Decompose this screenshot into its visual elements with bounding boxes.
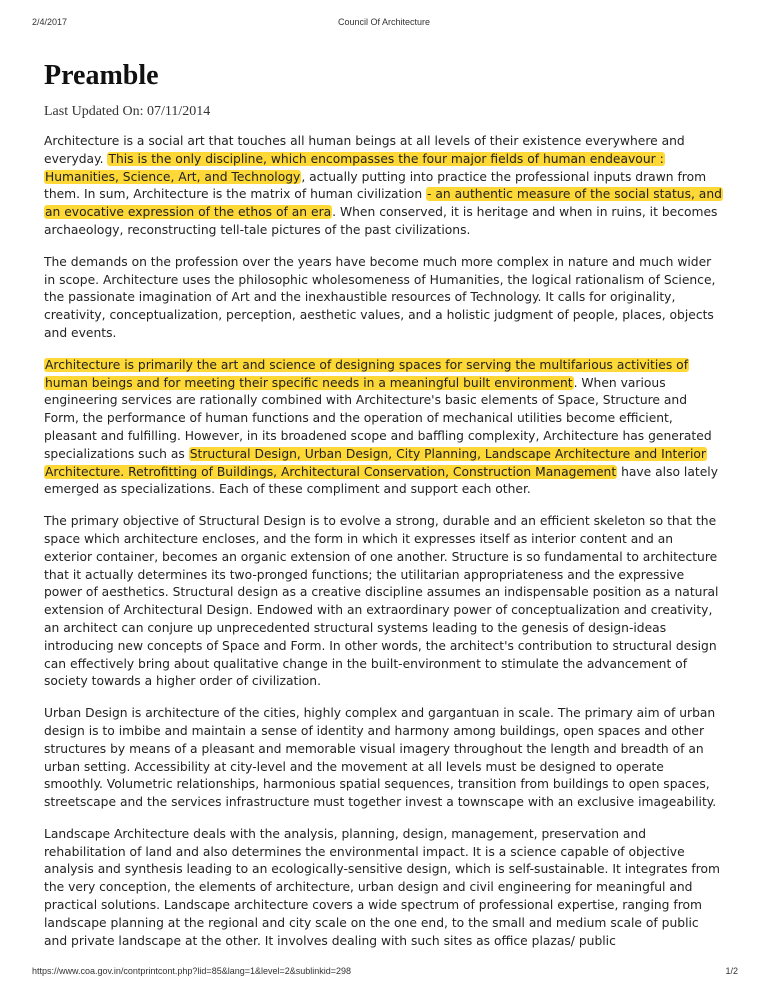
text-run: have also lately emerged as specializations. Each of these compliment and support each other. [44,464,718,497]
page-number: 1/2 [725,966,738,976]
paragraph-structural-design: The primary objective of Structural Design is to evolve a strong, durable and an efficient skeleton so that the space which architecture encloses, and the form in which it expresses itself as interior content and an exterior container, becomes an organic extension of one another. Structure is so fundamental to architecture that it actually determines its two-pronged functions; the utilitarian appropriateness and the expressive power of aesthetics. Structural design as a creative discipline assumes an indispensable position as a natural extension of Architectural Design. Endowed with an extraordinary power of conceptualization and creativity, an architect can conjure up unprecedented structural systems leading to the genesis of design-ideas introducing new concepts of Space and Form. In other words, the architect's contribution to structural design can effectively bring about qualitative change in the built-environment to stimulate the advancement of society towards a higher order of civilization. [44,514,719,689]
highlight: - an authentic measure of the social status, and an evocative expression of the ethos of an era [45,187,722,220]
last-updated: Last Updated On: 07/11/2014 [44,104,211,119]
document-body [44,133,722,950]
paragraph-demands: The demands on the profession over the years have become much more complex in nature and much wider in scope. Architecture uses the philosophic wholesomeness of Humanities, the logical rationalism of Science, the passionate imagination of Art and the inexhaustible resources of Technology. It calls for originality, creativity, conceptualization, perception, aesthetic values, and a holistic judgment of people, places, objects and events. [44,254,716,340]
page-title: Preamble [44,60,159,91]
highlight: Structural Design, Urban Design, City Planning, Landscape Architecture and Interior Architecture. Retrofitting of Buildings, Architectural Conservation, Construction Management [45,446,706,479]
print-date: 2/4/2017 [32,17,68,27]
highlight: Architecture is primarily the art and science of designing spaces for serving the multifarious activities of human beings and for meeting their specific needs in a meaningful built environment [45,357,689,390]
paragraph-intro [44,133,722,240]
print-footer [0,966,768,978]
highlight: This is the only discipline, which encompasses the four major fields of human endeavour : Humanities, Science, Art, and Technology [45,151,664,184]
document-content [44,58,722,964]
text-run: . When conserved, it is heritage and when in ruins, it becomes archaeology, reconstructing tell-tale pictures of the past civilizations. [44,205,718,237]
print-url: https://www.coa.gov.in/contprintcont.php?lid=85&lang=1&level=2&sublinkid=298 [32,966,352,976]
print-header [0,17,768,29]
text-run: Architecture is a social art that touches all human beings at all levels of their existence everywhere and everyday. [44,134,685,166]
paragraph-specializations [44,357,722,499]
text-run: , actually putting into practice the professional inputs drawn from them. In sum, Architecture is the matrix of human civilization [44,169,707,202]
paragraph-landscape-architecture: Landscape Architecture deals with the analysis, planning, design, management, preservation and rehabilitation of land and also determines the environmental impact. It is a science capable of objective analysis and synthesis leading to an ecologically-sensitive design, which is self-sustainable. It integrates from the very conception, the elements of architecture, urban design and civil engineering for meaningful and practical solutions. Landscape architecture covers a wide spectrum of professional expertise, ranging from landscape planning at the regional and city scale on the one end, to the small and medium scale of public and private landscape at the other. It involves dealing with such sites as office plazas/ public [44,826,721,948]
text-run: . When various engineering services are rationally combined with Architecture's basic elements of Space, Structure and Form, the performance of human functions and the operation of mechanical utilities become efficient, pleasant and fulfilling. However, in its broadened scope and baffling complexity, Architecture has generated specializations such as [44,375,712,461]
print-site-title: Council Of Architecture [337,17,431,27]
paragraph-urban-design: Urban Design is architecture of the cities, highly complex and gargantuan in scale. The primary aim of urban design is to imbibe and maintain a sense of identity and harmony among buildings, open spaces and other structures by means of a pleasant and memorable visual imagery throughout the length and breadth of an urban setting. Accessibility at city-level and the movement at all levels must be designed to operate smoothly. Volumetric relationships, harmonious spatial sequences, transition from buildings to open spaces, streetscape and the services infrastructure must together invest a townscape with an exclusive imageability. [44,706,717,810]
